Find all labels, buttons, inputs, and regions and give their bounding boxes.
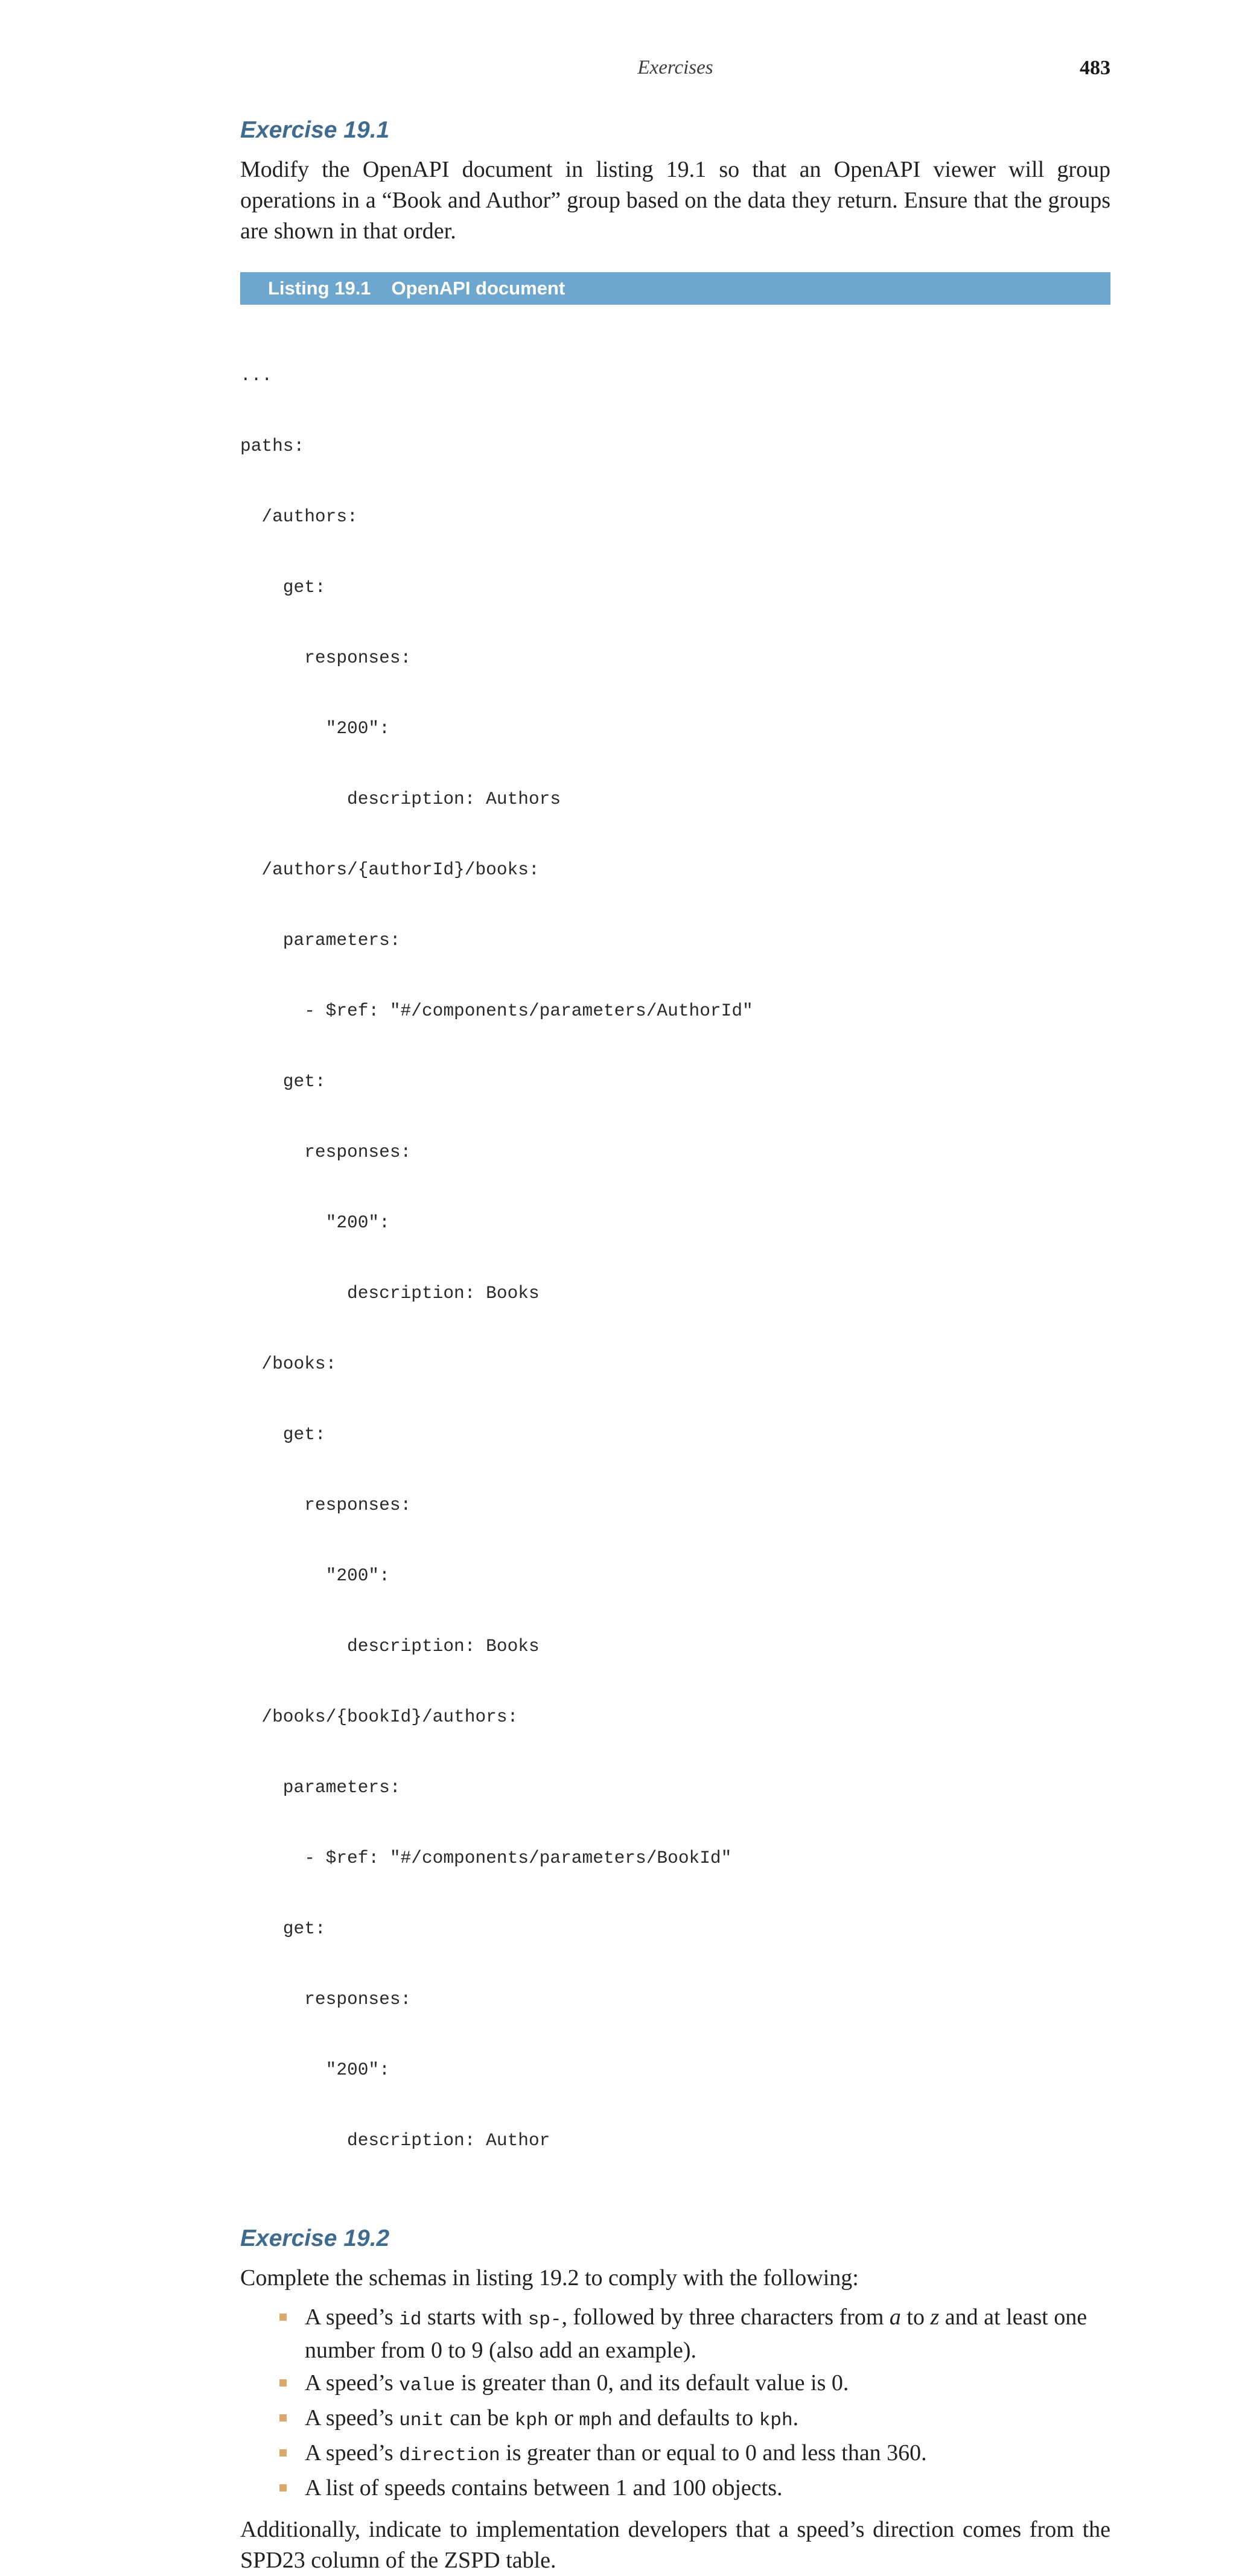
code-line: /books/{bookId}/authors: — [240, 1706, 518, 1727]
code-line: description: Author — [240, 2129, 550, 2151]
code-line: description: Books — [240, 1635, 540, 1656]
item-text: or — [548, 2405, 579, 2431]
list-item — [305, 2403, 1110, 2436]
code-line: - $ref: "#/components/parameters/AuthorId" — [240, 1000, 753, 1021]
item-text: is greater than or equal to 0 and less than 360. — [500, 2440, 927, 2466]
item-text: starts with — [421, 2304, 528, 2330]
item-text: A speed’s — [305, 2405, 400, 2431]
code-line: parameters: — [240, 1776, 401, 1798]
square-bullet-icon — [279, 2449, 287, 2457]
exercise-19-1-text: Modify the OpenAPI document in listing 19.1 so that an OpenAPI viewer will group operations in a “Book and Author” group based on the data they return. Ensure that the groups are shown in that order. — [240, 156, 1110, 244]
item-text: A speed’s — [305, 2370, 400, 2396]
code-listing — [240, 317, 1110, 2199]
square-bullet-icon — [279, 2484, 287, 2492]
requirements-list — [240, 2302, 1110, 2504]
code-line: "200": — [240, 1212, 390, 1233]
item-text: to — [900, 2304, 931, 2330]
exercise-19-2-heading: Exercise 19.2 — [240, 2225, 390, 2251]
item-text: A speed’s — [305, 2440, 400, 2466]
code-line: - $ref: "#/components/parameters/BookId" — [240, 1847, 732, 1868]
code-line: /books: — [240, 1353, 337, 1374]
item-text: can be — [444, 2405, 515, 2431]
code-line: description: Authors — [240, 788, 561, 809]
inline-code: kph — [759, 2409, 793, 2431]
item-text: . — [792, 2405, 799, 2431]
item-text: A list of speeds contains between 1 and 100 objects. — [305, 2475, 783, 2501]
item-text: , followed by three characters from — [561, 2304, 890, 2330]
list-item — [305, 2473, 1110, 2504]
page-number: 483 — [1080, 57, 1110, 79]
page-content — [240, 118, 1110, 2576]
code-line: get: — [240, 1918, 326, 1939]
code-line: get: — [240, 576, 326, 597]
code-line: "200": — [240, 1565, 390, 1586]
list-item — [305, 2368, 1110, 2401]
inline-code: sp- — [527, 2309, 562, 2330]
code-line: ... — [240, 364, 273, 386]
listing-title: OpenAPI document — [391, 277, 565, 299]
listing-19-1-caption — [240, 272, 1110, 305]
list-item — [305, 2302, 1110, 2366]
item-text: A speed’s — [305, 2304, 400, 2330]
running-title: Exercises — [637, 57, 713, 78]
square-bullet-icon — [279, 2414, 287, 2422]
code-line: parameters: — [240, 929, 401, 950]
code-line: responses: — [240, 647, 412, 668]
listing-label: Listing 19.1 — [268, 277, 371, 299]
inline-code: direction — [399, 2444, 500, 2466]
inline-code: mph — [579, 2409, 613, 2431]
code-line: get: — [240, 1423, 326, 1445]
item-text: and defaults to — [613, 2405, 759, 2431]
exercise-19-1-heading: Exercise 19.1 — [240, 117, 390, 143]
inline-code: unit — [399, 2409, 444, 2431]
inline-code: kph — [514, 2409, 549, 2431]
italic-text: z — [930, 2304, 940, 2330]
code-line: /authors/{authorId}/books: — [240, 859, 540, 880]
running-head — [240, 56, 1110, 86]
code-line: get: — [240, 1070, 326, 1092]
inline-code: id — [399, 2309, 422, 2330]
code-line: responses: — [240, 1988, 412, 2009]
exercise-19-2-intro: Complete the schemas in listing 19.2 to comply with the following: — [240, 2265, 859, 2291]
list-item — [305, 2438, 1110, 2471]
code-line: "200": — [240, 2059, 390, 2080]
code-line: paths: — [240, 435, 305, 456]
code-line: description: Books — [240, 1282, 540, 1303]
item-text: and at least one number from 0 to 9 (also add an example). — [305, 2304, 1088, 2363]
code-line: "200": — [240, 717, 390, 739]
item-text: is greater than 0, and its default value is 0. — [455, 2370, 849, 2396]
square-bullet-icon — [279, 2314, 287, 2321]
inline-code: value — [399, 2374, 456, 2396]
square-bullet-icon — [279, 2379, 287, 2387]
exercise-19-2-closing: Additionally, indicate to implementation developers that a speed’s direction comes from the SPD23 column of the ZSPD table. — [240, 2516, 1110, 2573]
code-line: responses: — [240, 1494, 412, 1515]
italic-text: a — [889, 2304, 901, 2330]
code-line: responses: — [240, 1141, 412, 1162]
code-line: /authors: — [240, 506, 358, 527]
